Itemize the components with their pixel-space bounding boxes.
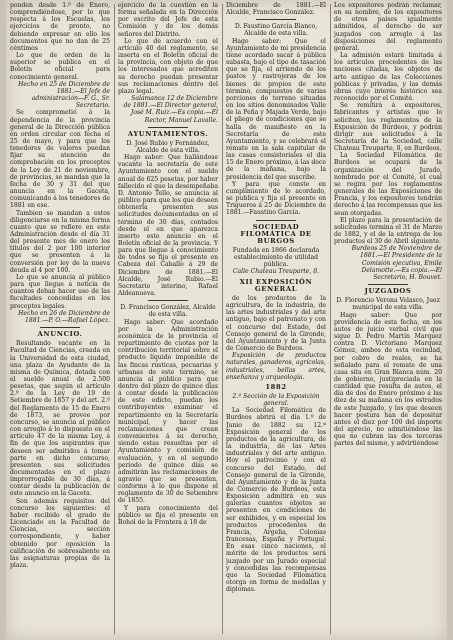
entry-title: D. Florencio Verona Velasco, Juez municipal de esta villa. (336, 297, 440, 312)
paragraph: ejercicio de la cuestión en la forma señalada en la Dirección por escrito del Jefe de esta Comisión y de los demás señores del Distrito. (118, 2, 218, 38)
paragraph: Tambien se mandan a estos diligenciarse en la misma forma cuanto que se refiere en este Administración desde el día 31 del presente mes de enero los títulos del 2 por 100 interior que se presenten á la conversión por ley de la nueva deuda al 4 por 100. (10, 209, 110, 274)
section-heading: SOCIEDAD FILOMÁTICA DE BURGOS (240, 222, 312, 245)
column-2 (118, 2, 218, 638)
divider (256, 19, 296, 20)
paragraph: Resultando vacante en la Facultad de Ciencias, creada en la Universidad de esta ciudad, una plaza de Ayudante de la misma de Química, dotada con el sueldo anual de 2.500 pesetas, que según el artículo 2.º de la Ley de 19 de Setiembre de 1857 y del art. 2.º del Reglamento de 15 de Enero de 1873, se provee por concurso, se anuncia al público con arreglo á lo dispuesto en el artículo 47 de la misma Ley, á fin de que los aspirantes que deseen ser admitidos á tomar parte en dicho concurso, presenten sus solicitudes documentadas en el plazo improrrogable de 30 días, á contar desde la publicación de este anuncio en la Gaceta. (10, 340, 110, 498)
year-heading: 1882 (265, 382, 287, 391)
column-rule (330, 4, 331, 634)
paragraph: Hago saber: Que por providencia de esta fecha, en los autos de juicio verbal civil que sigue D. Pedro Martín Marquez contra D. Victoriano Marquez Gómez, ambos de esta vecindad, por cobro de reales, se ha señalado para el remate de una casa sita en Gran Blanca núm. 20 de gobierno, justipreciada en la cantidad que resulta de autos, el día de dos de Enero próximo á las diez de su mañana en los estrados de este Juzgado, y los que deseen hacer postura han de depositar antes el diez por 100 del importe del aprecio, no admitiéndose las que no cubran las dos terceras partes del mismo, y advirtiéndose (334, 311, 442, 448)
paragraph: Lo que de orden de la superior se publica en el Boletín oficial para conocimiento general. (10, 52, 110, 81)
column-rule (114, 4, 115, 634)
divider (368, 284, 408, 285)
newspaper-page (6, 0, 447, 640)
section-heading: ANUNCIO. (37, 330, 83, 339)
paragraph: Diciembre de 1881.—El Alcalde, Francisco González. (226, 2, 326, 17)
paragraph: Y para que conste en cumplimiento de lo acordado, se publica y fija el presente en Trigueros á 25 de Diciembre de 1881.—Faustino García. (226, 180, 326, 217)
section-heading: AYUNTAMIENTOS. (127, 129, 209, 138)
column-rule (222, 4, 223, 634)
section-heading: XII EXPOSICIÓN GENERAL (239, 277, 313, 293)
paragraph: Lo que de acuerdo con el artículo 40 del reglamento, se inserta en el Boletín oficial de la provincia, con objeto de que los interesados que acrediten su derecho puedan presentar sus reclamaciones dentro del plazo legal. (118, 37, 218, 95)
section-heading: JUZGADOS (364, 287, 412, 296)
entry-title: D. Francisco González, Alcalde de esta villa. (120, 304, 216, 319)
signature: Salamanca 12 de Diciembre de 1881.—El Director general, José M. Ruiz.—Es copia.—El Rector, Manuel Lavalle. (123, 95, 218, 124)
signature: Hecho en 26 de Diciembre de 1881.—P. O.—Rafael López. (18, 309, 110, 324)
paragraph: Y para conocimiento del público se fija el presente en Bohol de la Frontera á 18 de (118, 504, 218, 526)
paragraph: Hago saber: Que acordado por la Administración económica de la provincia el repartimiento de cuotas por la contribución territorial sobre el producto líquido imponible de las fincas rústicas, pecuarias y urbanas de este término, se anuncia al público para que dentro del plazo de quince días á contar desde la publicación de este edicto, puedan los contribuyentes examinar el repartimiento en la Secretaría municipal, y hacer las reclamaciones que crean convenientes á su derecho, siendo estas resueltas por el Ayuntamiento y comisión de evaluación, y en el segundo período de quince días se admitirán las reclamaciones de agravio que se presenten, conforme á lo que dispone el reglamento de 30 de Setiembre de 1855. (118, 318, 218, 505)
signature: Hecho en 25 de Diciembre de 1881.—El Jefe de administración—F. G., Sr. Secretario. (18, 80, 110, 110)
paragraph: El plazo para la presentación de solicitudes termina el 31 de Marzo de 1882, y el de la entrega de los productos el 30 de Abril siguiente. (334, 216, 442, 246)
section-subtitle: Fundada en 1866 declarada establecimiento de utilidad pública. (232, 247, 320, 269)
divider (148, 300, 188, 301)
column-1 (10, 2, 110, 638)
divider (40, 327, 80, 328)
paragraph: Los expositores podrán reclamar, en su nombre, de los expositores de otros países igualmente admitidos, el derecho de ser juzgados con arreglo á las disposiciones del reglamento general. (334, 2, 442, 52)
notice-title: 2.º Sección de la Exposición general. (232, 392, 320, 408)
signature: Burdeos 25 de Noviembre de 1881.—El Presidente de la Comisión ejecutiva, Emile Delamotte.—Es copia.—El Secretario, H. Bouvet. (351, 245, 442, 281)
paragraph: Se remitirá á expositores, fabricantes y artistas que lo soliciten, los reglamentos de la Exposición de Burdeos, y podrán dirigir sus solicitudes á la Secretaría de la Sociedad, calle Chateau Treuparte, 8, en Burdeos. (334, 102, 442, 153)
divider (148, 127, 188, 128)
section-address: Calle Chateau Treuparte, 8. (232, 268, 320, 276)
column-4 (334, 2, 442, 638)
column-3 (226, 2, 326, 638)
paragraph: ponden desde 1.º de Enero, comprendiéndose, por lo que respecta á los Escuelas, los ejercicios de pronto, no debiendo expresar en ello los documentos que no dan de 25 céntimos (10, 2, 110, 52)
paragraph: La Sociedad Filomática de Burdeos abrirá el día 1.º de Junio de 1882 su 12.ª Exposición general de los productos de la agricultura, de la industria, de las Artes industriales y del arte antiguo. Hoy el patrocinio y con el concurso del Estado, del Consejo general de la Gironde, del Ayuntamiento y de la Junta de Comercio de Burdeos, esta Exposición admitirá en sus galerías cuantos objetos se presenten en condiciones de ser exhibidos, y en especial los productos procedentes de Francia, Argelia, Colonias francesas, España y Portugal. En esas cinco naciones, el mérito de los productos será juzgado por un Jurado especial y concedidas las recompensas que la Sociedad Filomática otorga en forma de medallas y diplomas. (226, 407, 326, 594)
entry-title: D. José Rubio y Fernández, Alcalde de esta villa. (126, 139, 210, 154)
paragraph: de los productos de la agricultura, de la industria, de las artes industriales y del arte antiguo, bajo el patronato y con el concurso del Estado, del Consejo general de la Gironde, del Ayuntamiento y de la Junta de Comercio de Burdeos. (226, 294, 326, 353)
paragraph: Exposición de productos naturales, ganaderos, agrícolas, industriales, bellas artes, enseñanza y arqueología. (226, 352, 326, 381)
paragraph: Hago saber: Que el Ayuntamiento de mi presidencia tiene acordado sacar á pública subasta, bajo el tipo de tasación que se fija, el arriendo de los pastos y rastrojeras de los bienes de propios de este término, compuestos de varias porciones de terreno situadas en los sitios denominados Valle de la Peña y Majada Verde, bajo el pliego de condiciones que se halla de manifiesto en la Secretaría de este Ayuntamiento, y se celebrará el remate en la sala capitular de las casas consistoriales el día 15 de Enero próximo, á las doce de la mañana, bajo la presidencia del que suscribe. (226, 37, 326, 181)
divider (256, 220, 296, 221)
paragraph: La Sociedad Filomática de Burdeos se ocupará de la organización del Jurado, nombrado por el Comité, el cual se regirá por los reglamentos generales de las Exposiciones de Francia, y los expositores tendrán derecho á las recompensas que les sean otorgadas. (334, 152, 442, 217)
paragraph: La admisión estará limitada á los artículos procedentes de las naciones citadas, los objetos de arte antiguo de las Colecciones públicas y privadas, y las demás obras cuyo interés histórico sea reconocido por el Comité. (334, 52, 442, 103)
entry-title: D. Faustino García Blanco, Alcalde de esta villa. (234, 23, 318, 38)
paragraph: Se comprometió á la dependencia de la provincia general de la Dirección pública en orden circular con fecha el 25 de mayo, y para que los tenedores de valores puedan fijar su atención de comprobación en los preceptos de la Ley de 21 de noviembre, de provincias, se mandan que la fecha de 30 y 31 del que anuncia en la Gaceta, comunicando á los tenedores de 1881 en ese. (10, 109, 110, 210)
paragraph: Hago saber: Que hallándose vacante la secretaría de este Ayuntamiento con el sueldo anual de 625 pesetas, por haber fallecido el que la desempeñaba D. Antonio Tello, se anuncia al público para que los que deseen obtenerla presenten sus solicitudes documentadas en el término de 30 días, contados desde el en que aparezca inserto este anuncio en el Boletín oficial de la provincia. Y para que llegue á conocimiento de todos se fija el presente en Cabeza del Caballo á 29 de Diciembre de 1881.—El Alcalde, José Rubio.—El Secretario interino, Rafael Aldeanueva. (118, 154, 218, 298)
paragraph: Son además requisitos del concurso los siguientes: el haber recibido el grado de Licenciado en la Facultad de Ciencias, sección correspondiente, y haber obtenido por oposición la calificación de sobresaliente en las asignaturas propias de la plaza. (10, 497, 110, 570)
paragraph: Lo que se anuncia al público para que llegue á noticia de cuantos deban hacer uso de las facultades concedidas en los preceptos legales. (10, 273, 110, 310)
